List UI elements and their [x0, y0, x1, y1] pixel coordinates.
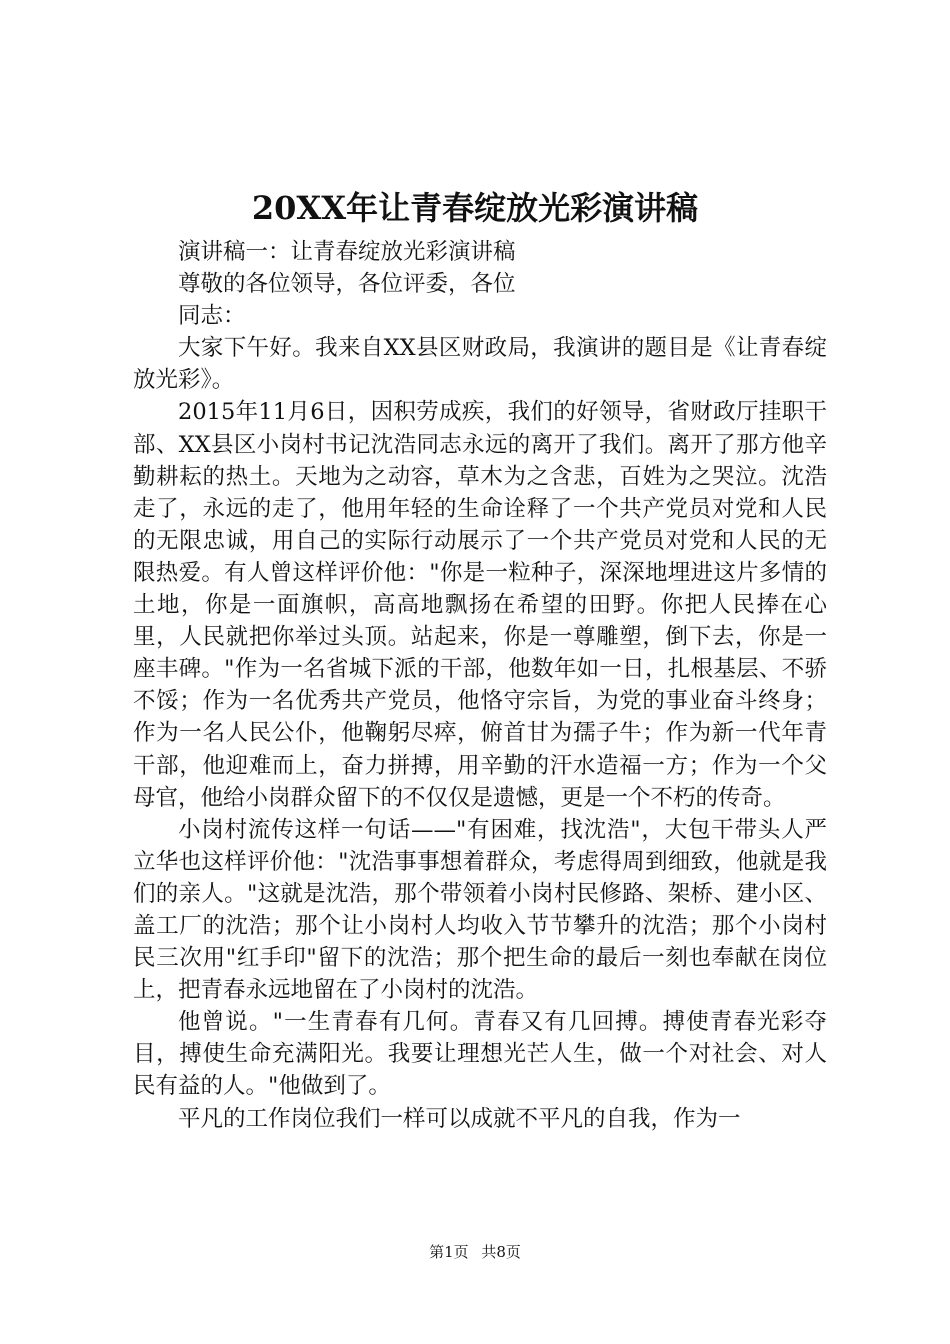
paragraph: 他曾说。"一生青春有几何。青春又有几回搏。搏使青春光彩夺目，搏使生命充满阳光。我要让理想光芒人生，做一个对社会、对人民有益的人。"他做到了。	[133, 1009, 827, 1100]
paragraph: 2015年11月6日，因积劳成疾，我们的好领导，省财政厅挂职干部、XX县区小岗村书记沈浩同志永远的离开了我们。离开了那方他辛勤耕耘的热土。天地为之动容，草木为之含悲，百姓为之哭泣。沈浩走了，永远的走了，他用年轻的生命诠释了一个共产党员对党和人民的无限忠诚，用自己的实际行动展示了一个共产党员对党和人民的无限热爱。有人曾这样评价他："你是一粒种子，深深地埋进这片多情的土地，你是一面旗帜，高高地飘扬在希望的田野。你把人民捧在心里，人民就把你举过头顶。站起来，你是一尊雕塑，倒下去，你是一座丰碑。"作为一名省城下派的干部，他数年如一日，扎根基层、不骄不馁；作为一名优秀共产党员，他恪守宗旨，为党的事业奋斗终身；作为一名人民公仆，他鞠躬尽瘁，俯首甘为孺子牛；作为新一代年青干部，他迎难而上，奋力拼搏，用辛勤的汗水造福一方；作为一个父母官，他给小岗群众留下的不仅仅是遗憾，更是一个不朽的传奇。	[133, 399, 827, 811]
paragraph: 大家下午好。我来自XX县区财政局，我演讲的题目是《让青春绽放光彩》。	[133, 335, 827, 394]
paragraph-subtitle: 演讲稿一：让青春绽放光彩演讲稿	[178, 239, 516, 265]
document-body	[133, 236, 827, 1135]
paragraph-salutation-end: 同志：	[178, 303, 246, 330]
page-number: 第1页	[429, 1243, 469, 1261]
paragraph: 平凡的工作岗位我们一样可以成就不平凡的自我，作为一	[178, 1105, 741, 1132]
paragraph: 小岗村流传这样一句话——"有困难，找沈浩"，大包干带头人严立华也这样评价他："沈浩事事想着群众，考虑得周到细致，他就是我们的亲人。"这就是沈浩，那个带领着小岗村民修路、架桥、建小区、盖工厂的沈浩；那个让小岗村人均收入节节攀升的沈浩；那个小岗村民三次用"红手印"留下的沈浩；那个把生命的最后一刻也奉献在岗位上，把青春永远地留在了小岗村的沈浩。	[133, 816, 827, 1004]
paragraph-salutation: 尊敬的各位领导，各位评委，各位	[178, 271, 516, 298]
page-total: 共8页	[481, 1243, 521, 1261]
document-title: 20XX年让青春绽放光彩演讲稿	[251, 189, 699, 227]
page-footer	[0, 1242, 950, 1262]
